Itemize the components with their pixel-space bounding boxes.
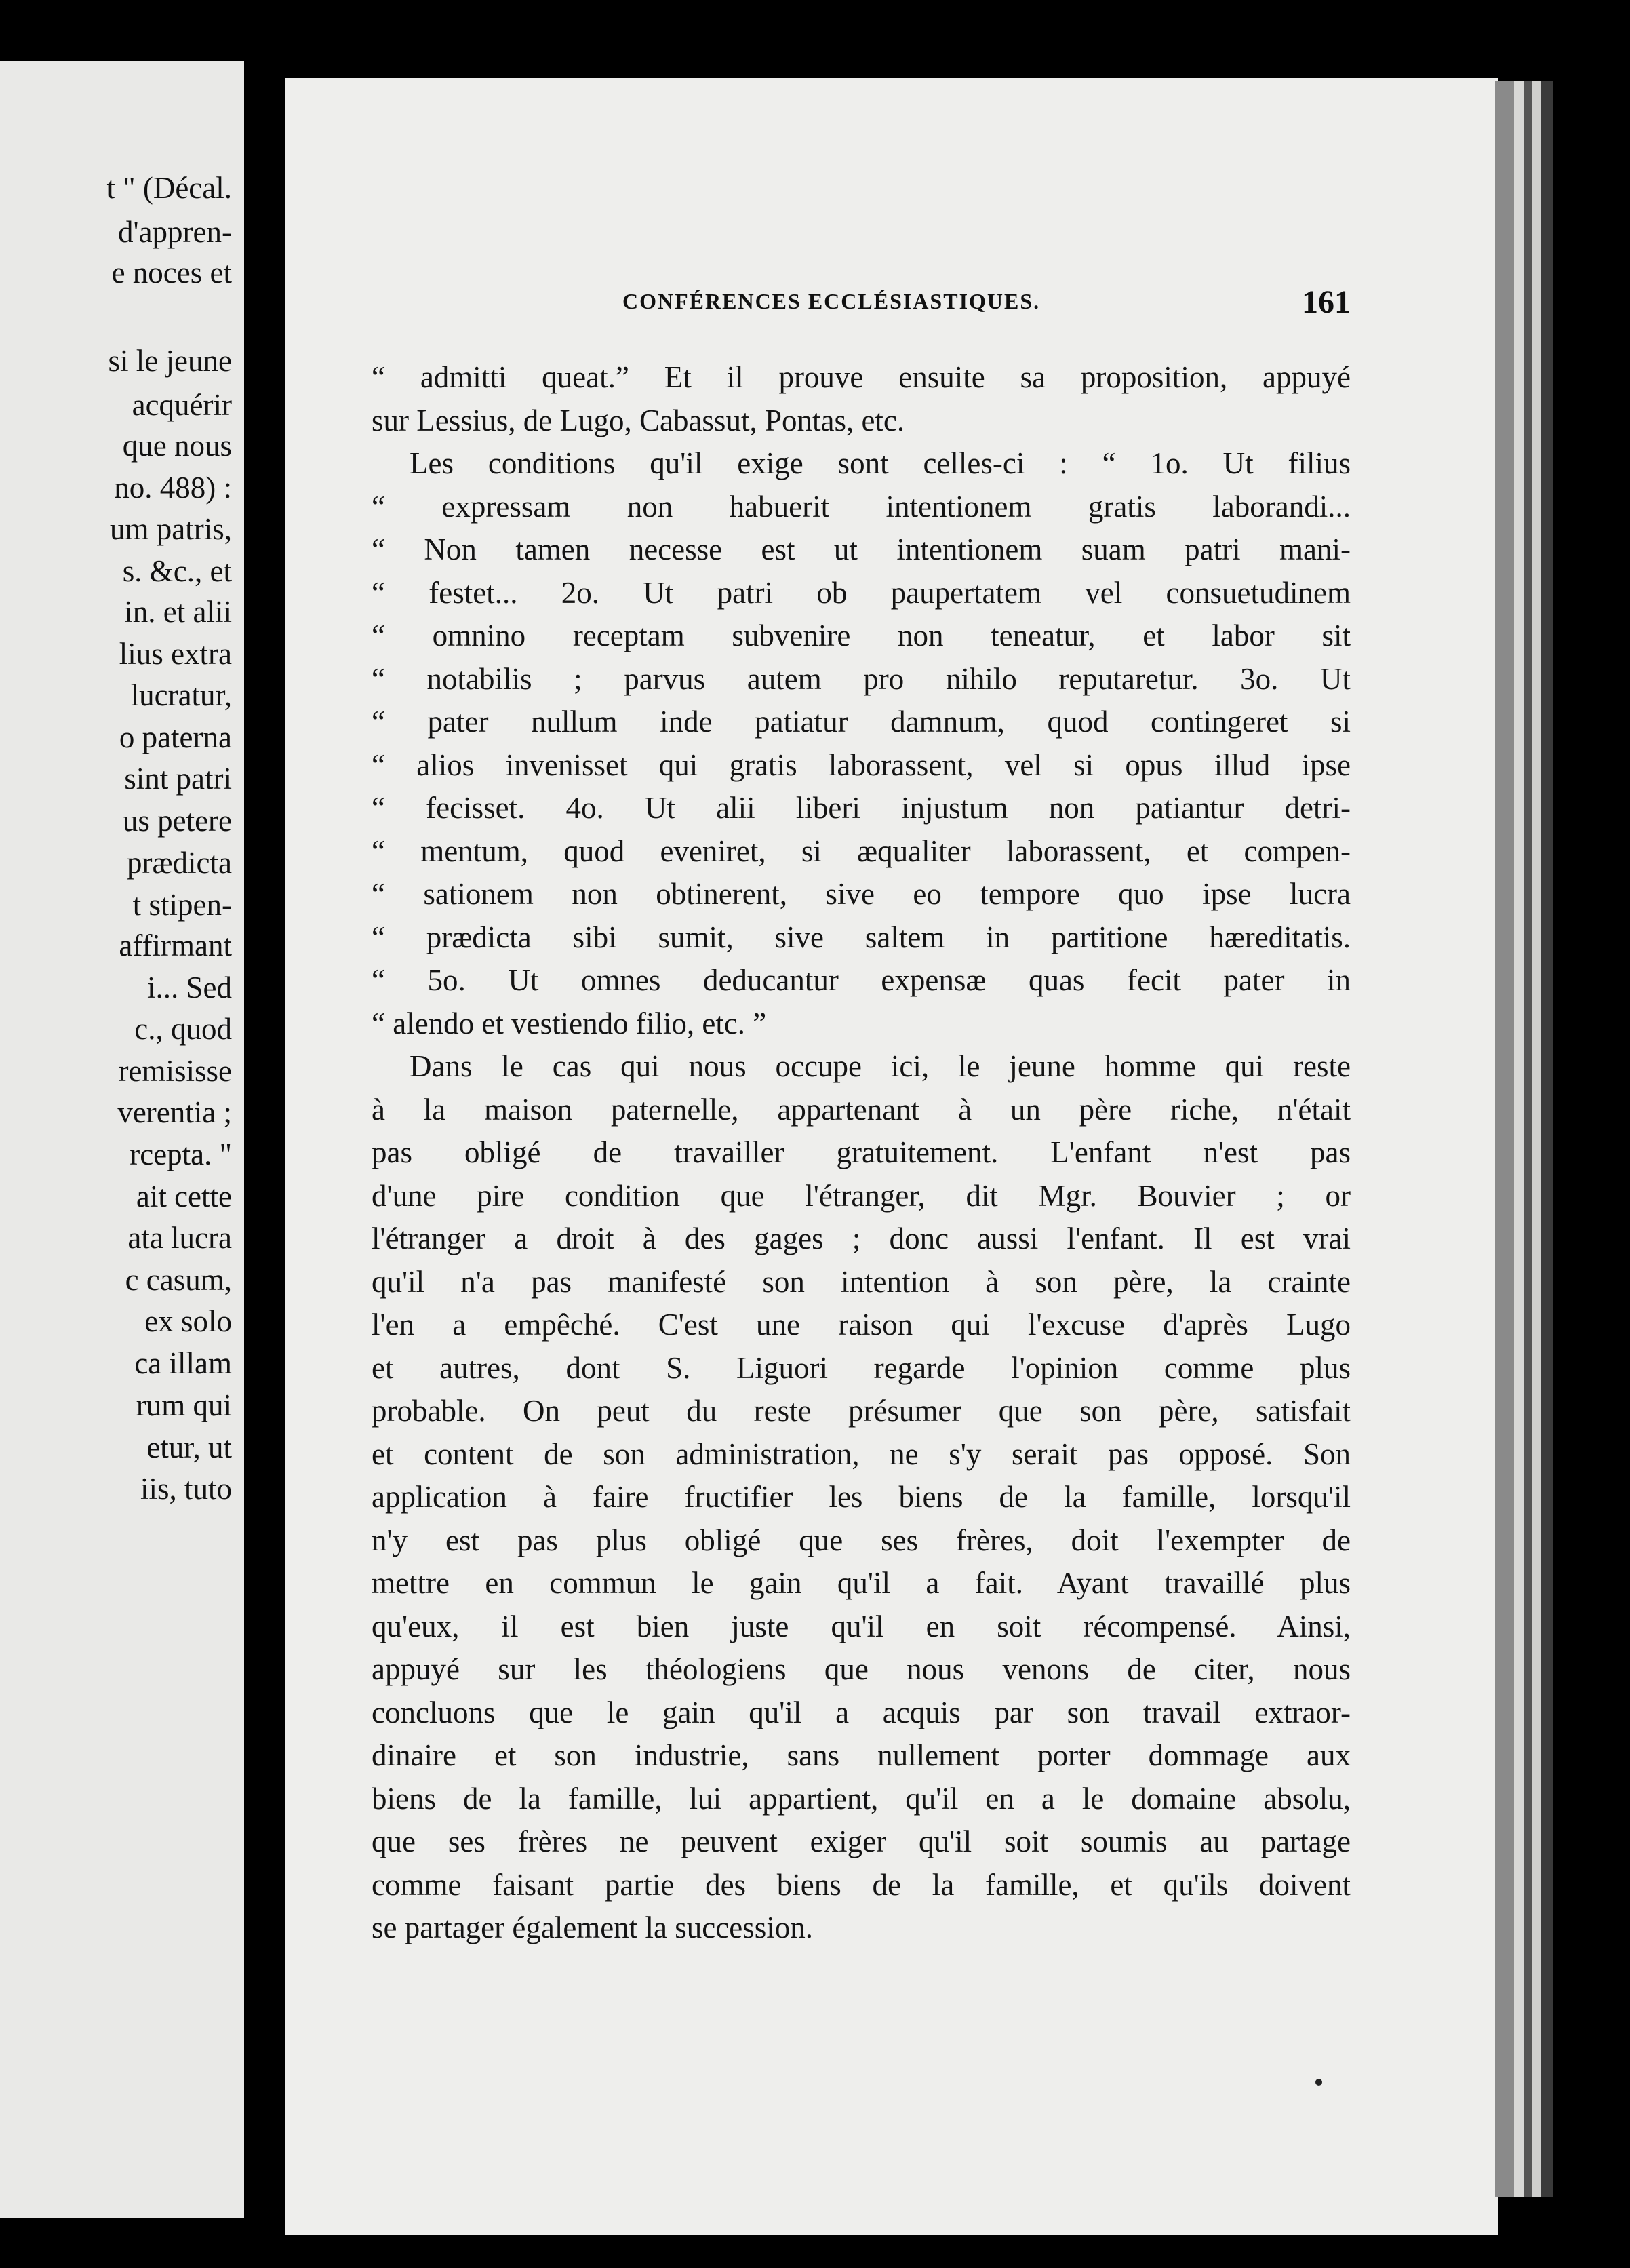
previous-page-line: acquérir (132, 388, 232, 422)
previous-page-line: affirmant (119, 928, 232, 962)
previous-page-line: us petere (122, 804, 232, 838)
text-line: d'une pire condition que l'étranger, dit Mgr. Bouvier ; or (372, 1178, 1351, 1213)
previous-page-fragment (0, 61, 244, 2218)
previous-page-line: rcepta. " (130, 1137, 232, 1171)
text-line: à la maison paternelle, appartenant à un père riche, n'était (372, 1092, 1351, 1127)
text-line: “ expressam non habuerit intentionem gratis laborandi... (372, 489, 1351, 524)
text-line: sur Lessius, de Lugo, Cabassut, Pontas, etc. (372, 403, 905, 437)
previous-page-line: verentia ; (117, 1095, 232, 1129)
previous-page-line: um patris, (110, 512, 232, 546)
page-edges (1524, 81, 1532, 2197)
previous-page-line: ca illam (134, 1346, 232, 1380)
text-line: application à faire fructifier les biens de la famille, lorsqu'il (372, 1480, 1351, 1514)
text-line: concluons que le gain qu'il a acquis par son travail extraor- (372, 1695, 1351, 1729)
previous-page-line: que nous (122, 429, 232, 463)
text-line: “ prædicta sibi sumit, sive saltem in partitione hæreditatis. (372, 920, 1351, 954)
text-line: “ fecisset. 4o. Ut alii liberi injustum non patiantur detri- (372, 791, 1351, 825)
page-edges (1541, 81, 1553, 2197)
text-line: n'y est pas plus obligé que ses frères, doit l'exempter de (372, 1523, 1351, 1557)
text-line: “ alendo et vestiendo filio, etc. ” (372, 1006, 767, 1040)
text-line: appuyé sur les théologiens que nous venons de citer, nous (372, 1652, 1351, 1686)
page-edges (1532, 81, 1541, 2197)
text-line: “ festet... 2o. Ut patri ob paupertatem vel consuetudinem (372, 575, 1351, 610)
text-line: et autres, dont S. Liguori regarde l'opinion comme plus (372, 1350, 1351, 1385)
text-line: “ 5o. Ut omnes deducantur expensæ quas fecit pater in (372, 963, 1351, 997)
previous-page-line: in. et alii (124, 595, 232, 629)
previous-page-line: t stipen- (132, 888, 232, 922)
text-line: “ omnino receptam subvenire non teneatur, et labor sit (372, 619, 1351, 652)
page-number: 161 (1302, 284, 1351, 320)
book-gutter (244, 41, 286, 2238)
text-line: “ Non tamen necesse est ut intentionem suam patri mani- (372, 532, 1351, 566)
previous-page-line: i... Sed (146, 971, 232, 1004)
previous-page-line: c., quod (134, 1012, 232, 1046)
text-line: se partager également la succession. (372, 1911, 813, 1944)
text-line: “ alios invenisset qui gratis laborassent, vel si opus illud ipse (372, 747, 1351, 782)
previous-page-line: lucratur, (130, 678, 232, 712)
text-line: “ sationem non obtinerent, sive eo tempore quo ipse lucra (372, 877, 1351, 911)
page-edges (1495, 81, 1514, 2197)
previous-page-line: e noces et (111, 256, 232, 290)
previous-page-line: ait cette (136, 1179, 232, 1213)
text-line: “ mentum, quod eveniret, si æqualiter laborassent, et compen- (372, 834, 1351, 868)
previous-page-line: si le jeune (108, 344, 232, 378)
previous-page-line: lius extra (119, 637, 232, 671)
text-line: “ notabilis ; parvus autem pro nihilo reputaretur. 3o. Ut (372, 661, 1351, 696)
text-line: qu'il n'a pas manifesté son intention à son père, la crainte (372, 1264, 1351, 1299)
previous-page-line: remisisse (118, 1054, 232, 1088)
running-head: CONFÉRENCES ECCLÉSIASTIQUES. (622, 289, 1041, 313)
page-header (622, 284, 1351, 324)
text-line: et content de son administration, ne s'y serait pas opposé. Son (372, 1436, 1351, 1471)
text-line: pas obligé de travailler gratuitement. L'enfant n'est pas (372, 1135, 1351, 1169)
text-line: qu'eux, il est bien juste qu'il en soit récompensé. Ainsi, (372, 1609, 1351, 1643)
text-line: l'en a empêché. C'est une raison qui l'excuse d'après Lugo (372, 1308, 1351, 1342)
text-line: “ pater nullum inde patiatur damnum, quod contingeret si (372, 705, 1351, 739)
page-edges (1514, 81, 1524, 2197)
text-line: comme faisant partie des biens de la famille, et qu'ils doivent (372, 1867, 1351, 1902)
previous-page-line: sint patri (124, 762, 232, 796)
ink-speck (1315, 2079, 1322, 2086)
text-line: “ admitti queat.” Et il prouve ensuite sa proposition, appuyé (372, 360, 1351, 394)
text-line: Dans le cas qui nous occupe ici, le jeune homme qui reste (410, 1049, 1351, 1083)
page-body (372, 356, 1351, 1950)
previous-page-line: c casum, (125, 1263, 232, 1297)
previous-page-line: o paterna (119, 720, 232, 754)
text-line: dinaire et son industrie, sans nullement porter dommage aux (372, 1738, 1351, 1772)
text-line: mettre en commun le gain qu'il a fait. Ayant travaillé plus (372, 1566, 1351, 1600)
text-line: biens de la famille, lui appartient, qu'il en a le domaine absolu, (372, 1781, 1351, 1816)
text-line: Les conditions qu'il exige sont celles-ci : “ 1o. Ut filius (410, 446, 1351, 480)
text-line: l'étranger a droit à des gages ; donc aussi l'enfant. Il est vrai (372, 1221, 1351, 1255)
previous-page-line: t " (Décal. (106, 171, 232, 205)
previous-page-line: rum qui (136, 1388, 232, 1422)
previous-page-line: prædicta (127, 846, 232, 880)
previous-page-line: d'appren- (117, 215, 232, 249)
previous-page-line: iis, tuto (140, 1472, 232, 1506)
previous-page-line: ata lucra (127, 1221, 232, 1255)
previous-page-line: etur, ut (146, 1430, 232, 1464)
previous-page-line: no. 488) : (114, 471, 232, 505)
previous-page-line: ex solo (144, 1304, 232, 1338)
previous-page-line: s. &c., et (122, 554, 232, 588)
text-line: probable. On peut du reste présumer que son père, satisfait (372, 1394, 1351, 1428)
text-line: que ses frères ne peuvent exiger qu'il soit soumis au partage (372, 1824, 1351, 1858)
